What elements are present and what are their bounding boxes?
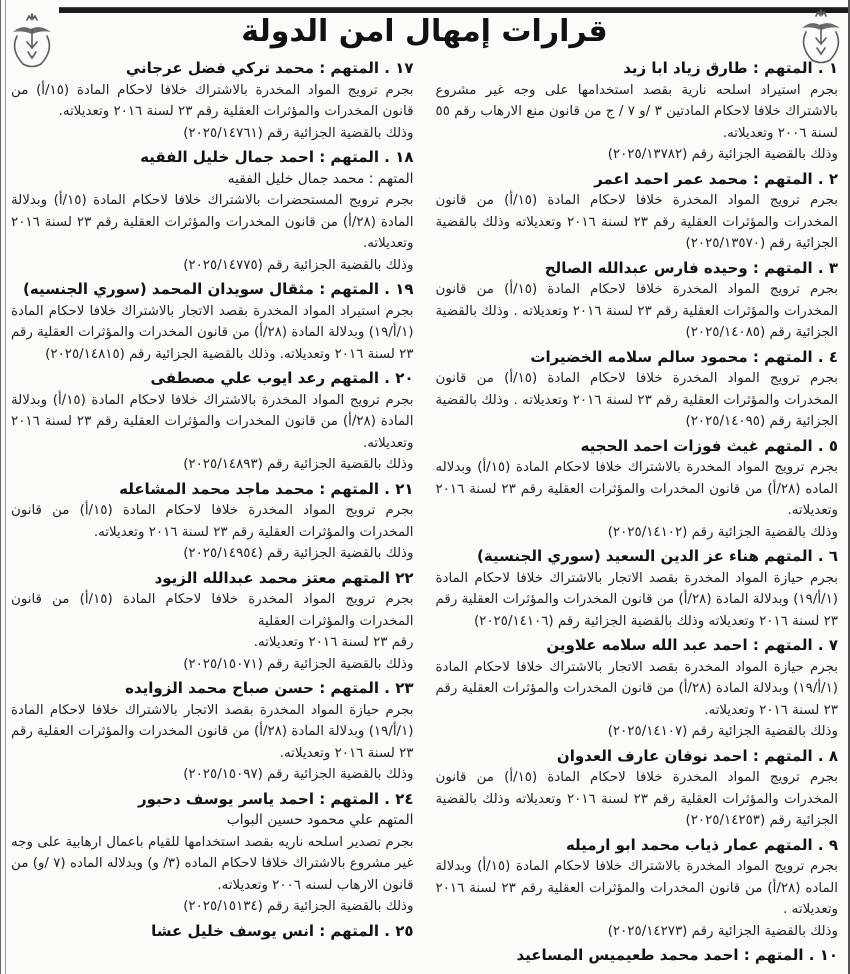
charge-text: بجرم ترويج المستحضرات بالاشتراك خلافا لاحكام المادة (١٥/أ) وبدلالة المادة (٢٨/أ) من قانون المخدرات والمؤثرات العقلية رقم ٢٣ لسنة ٢٠١٦ وتعديلاته. bbox=[11, 193, 414, 251]
defendant-heading: ٢٢ المتهم معتز محمد عبدالله الزيود bbox=[154, 568, 414, 587]
defendant-sub-heading: المتهم : محمد جمال خليل الفقيه bbox=[227, 170, 414, 187]
case-entry bbox=[436, 169, 839, 255]
case-entry bbox=[11, 678, 414, 786]
defendant-sub-heading: المتهم علي محمود حسين البواب bbox=[226, 812, 414, 828]
defendant-heading: ٩ . المتهم عمار ذياب محمد ابو ارميله bbox=[565, 835, 838, 854]
defendant-heading: ٨ . المتهم : احمد نوفان عارف العدوان bbox=[556, 746, 838, 765]
charge-text: بجرم ترويج المواد المخدرة خلافا لاحكام المادة (١٥/أ) من قانون المخدرات والمؤثرات العقلية رقم ٢٣ لسنة ٢٠١٦ وتعديلاته وذلك بالقضية الجزائية رقم (٢٠٢٥/١٣٥٧٠) bbox=[435, 193, 839, 251]
charge-text: بجرم حيازة المواد المخدرة بقصد الاتجار بالاشتراك خلافا لاحكام المادة (١/أ/١٩) وبدلالة المادة (٢٨/أ) من قانون المخدرات والمؤثرات العقلية رقم ٢٣ لسنة ٢٠١٦ وتعديلاته. bbox=[435, 659, 838, 718]
case-entry bbox=[436, 835, 839, 943]
defendant-heading: ٢٠ . المتهم رعد ايوب علي مصطفى bbox=[150, 369, 414, 387]
page-frame-line bbox=[5, 0, 6, 974]
case-entry bbox=[11, 279, 414, 365]
charge-text: بجرم استيراد المواد المخدرة بقصد الاتجار بالاشتراك خلافا لاحكام المادة (١/أ/١٩) وبدلالة المادة (٢٨/أ) من قانون المخدرات والمؤثرات العقلية رقم ٢٣ لسنة ٢٠١٦ وتعديلاته. وذلك بالقضية الجزائية رقم (٢٠٢٥/١٤٨١٥) bbox=[11, 303, 414, 362]
defendant-heading: ٧ . المتهم : احمد عبد الله سلامه علاوين bbox=[546, 636, 838, 654]
case-entry bbox=[436, 635, 839, 743]
case-number-line: وذلك بالقضية الجزائية رقم (٢٠٢٥/١٣٧٨٢) bbox=[607, 147, 838, 162]
defendant-heading: ٢٣ . المتهم : حسن صباح محمد الزوايده bbox=[125, 679, 414, 697]
case-number-line: وذلك بالقضية الجزائية رقم (٢٠٢٥/١٥٠٧١) bbox=[183, 656, 414, 672]
case-number-line: وذلك بالقضية الجزائية رقم (٢٠٢٥/١٥١٣٤) bbox=[183, 899, 414, 914]
case-entry bbox=[436, 58, 839, 166]
case-entry bbox=[11, 921, 414, 943]
charge-text: بجرم ترويج المواد المخدرة بالاشتراك خلافا لاحكام المادة (١٥/أ) وبدلالة الماده (٢٨/أ) من قانون المخدرات والمؤثرات العقلية رقم ٢٣ لسنة ٢٠١٦ وتعديلاته . bbox=[435, 859, 838, 917]
defendant-heading: ١٠ . المتهم : احمد محمد طعيميس المساعيد bbox=[516, 946, 838, 964]
page-title: قرارات إمهال امن الدولة bbox=[241, 14, 608, 49]
page-header bbox=[1, 0, 848, 57]
case-entry bbox=[436, 258, 839, 344]
case-number-line: وذلك بالقضية الجزائية رقم (٢٠٢٥/١٤٧٦١) bbox=[183, 125, 414, 141]
case-entry bbox=[11, 147, 414, 276]
case-entry bbox=[11, 368, 414, 476]
case-number-line: وذلك بالقضية الجزائية رقم (٢٠٢٥/١٤١٠٧) bbox=[607, 724, 838, 739]
case-entry bbox=[436, 746, 839, 832]
charge-text: بجرم ترويج المواد المخدرة بالاشتراك خلافا لاحكام المادة (١٥/أ) وبدلاله الماده (٢٨/أ) من قانون المخدرات والمؤثرات العقلية رقم ٢٣ لسنة ٢٠١٦ وتعديلاته. bbox=[435, 460, 838, 518]
charge-text: بجرم ترويج المواد المخدرة خلافا لاحكام المادة (١٥/أ) من قانون المخدرات والمؤثرات العقلية bbox=[11, 592, 414, 629]
case-entry bbox=[11, 58, 414, 144]
defendant-heading: ١٧ . المتهم : محمد تركي فضل عرجاني bbox=[125, 59, 414, 77]
defendant-heading: ٣ . المتهم : وحيده فارس عبدالله الصالح bbox=[544, 258, 838, 277]
case-entry bbox=[11, 568, 414, 676]
defendant-heading: ٤ . المتهم : محمود سالم سلامه الخضيرات bbox=[530, 347, 838, 366]
defendant-heading: ٢٤ . المتهم : احمد ياسر يوسف دحبور bbox=[137, 789, 414, 808]
defendant-heading: ٥ . المتهم غيث فوزات احمد الحجيه bbox=[580, 436, 838, 455]
charge-text: بجرم ترويج المواد المخدرة بالاشتراك خلافا لاحكام المادة (١٥/أ) وبدلالة المادة (٢٨/أ) من قانون المخدرات والمؤثرات العقلية رقم ٢٣ لسنة ٢٠١٦ وتعديلاته. bbox=[11, 392, 414, 451]
charge-text: بجرم حيازة المواد المخدرة بقصد الاتجار بالاشتراك خلافا لاحكام المادة (١/أ/١٩) وبدلالة المادة (٢٨/أ) من قانون المخدرات والمؤثرات العقلية رقم ٢٣ لسنة ٢٠١٦ وتعديلاته. bbox=[11, 702, 414, 761]
charge-text: بجرم ترويج المواد المخدرة خلافا لاحكام المادة (١٥/أ) من قانون المخدرات والمؤثرات العقلية رقم ٢٣ لسنة ٢٠١٦ وتعديلاته وذلك بالقضية الجزائية رقم (٢٠٢٥/١٤٢٥٣) bbox=[435, 770, 839, 828]
column-right bbox=[436, 58, 839, 974]
charge-text: بجرم ترويج المواد المخدرة خلافا لاحكام المادة (١٥/أ) من قانون المخدرات والمؤثرات العقلية رقم ٢٣ لسنة ٢٠١٦ وتعديلاته . وذلك بالقضية الجزائية رقم (٢٠٢٥/١٤٠٨٥) bbox=[435, 282, 839, 340]
charge-text: بجرم حيازة المواد المخدرة بقصد الاتجار بالاشتراك خلافا لاحكام المادة (١/أ/١٩) وبدلالة المادة (٢٨/أ) من قانون المخدرات والمؤثرات العقلية رقم ٢٣ لسنة ٢٠١٦ وتعديلاته وذلك بالقضية الجزائية رقم (٢٠٢٥/١٤١٠٦) bbox=[435, 570, 838, 629]
case-entry bbox=[436, 945, 839, 967]
case-entry bbox=[436, 546, 839, 632]
defendant-heading: ٢٥ . المتهم : انس يوسف خليل عشا bbox=[151, 921, 414, 940]
case-entry bbox=[11, 789, 414, 918]
defendant-heading: ١ . المتهم : طارق زياد ابا زيد bbox=[623, 59, 838, 77]
charge-text: رقم ٢٣ لسنة ٢٠١٦ وتعديلاته. bbox=[253, 635, 414, 650]
case-number-line: وذلك بالقضية الجزائية رقم (٢٠٢٥/١٤٩٥٤) bbox=[183, 546, 414, 561]
defendant-heading: ٢ . المتهم : محمد عمر احمد اعمر bbox=[594, 169, 838, 188]
charge-text: بجرم ترويج المواد المخدرة خلافا لاحكام المادة (١٥/أ) من قانون المخدرات والمؤثرات العقلية رقم ٢٣ لسنة ٢٠١٦ وتعديلاته . وذلك بالقضية الجزائية رقم (٢٠٢٥/١٤٠٩٥) bbox=[435, 371, 839, 429]
case-number-line: وذلك بالقضية الجزائية رقم (٢٠٢٥/١٤٢٧٣) bbox=[607, 923, 838, 939]
case-number-line: وذلك بالقضية الجزائية رقم (٢٠٢٥/١٤١٠٢) bbox=[607, 524, 838, 540]
case-number-line: وذلك بالقضية الجزائية رقم (٢٠٢٥/١٤٧٧٥) bbox=[183, 257, 414, 273]
charge-text: بجرم ترويج المواد المخدرة بالاشتراك خلافا لاحكام المادة (١٥/أ) من قانون المخدرات والمؤثرات العقلية رقم ٢٣ لسنة ٢٠١٦ وتعديلاته. bbox=[11, 82, 414, 119]
case-entry bbox=[436, 436, 839, 544]
defendant-heading: ١٩ . المتهم : مثقال سويدان المحمد (سوري الجنسيه) bbox=[23, 280, 414, 298]
defendant-heading: ١٨ . المتهم : احمد جمال خليل الفقيه bbox=[140, 148, 414, 166]
charge-text: بجرم استيراد اسلحه نارية بقصد استخدامها على وجه غير مشروع بالاشتراك خلافا لاحكام المادتين ٣ /و ٧ / ج من قانون منع الارهاب رقم ٥٥ لسنة ٢٠٠٦ وتعديلاته. bbox=[435, 82, 838, 141]
defendant-heading: ٦ . المتهم هناء عز الدين السعيد (سوري الجنسية) bbox=[477, 547, 838, 565]
defendant-heading: ٢١ . المتهم : محمد ماجد محمد المشاعله bbox=[119, 479, 414, 498]
case-entry bbox=[11, 479, 414, 565]
case-number-line: وذلك بالقضية الجزائية رقم (٢٠٢٥/١٥٠٩٧) bbox=[183, 767, 414, 782]
charge-text: بجرم ترويج المواد المخدرة خلافا لاحكام المادة (١٥/أ) من قانون المخدرات والمؤثرات العقلية رقم ٢٣ لسنة ٢٠١٦ وتعديلاته. bbox=[11, 503, 414, 540]
case-entry bbox=[436, 347, 839, 433]
column-left bbox=[11, 58, 414, 974]
case-number-line: وذلك بالقضية الجزائية رقم (٢٠٢٥/١٤٨٩٣) bbox=[183, 457, 414, 472]
charge-text: بجرم تصدير اسلحه ناريه بقصد استخدامها للقيام باعمال ارهابية على وجه غير مشروع بالاشتراك خلافا لاحكام الماده (٣/ و) وبدلاله الماده (٧ /و) من قانون الارهاب لسنه ٢٠٠٦ وتعديلاته. bbox=[11, 834, 414, 893]
page-content bbox=[11, 58, 838, 974]
